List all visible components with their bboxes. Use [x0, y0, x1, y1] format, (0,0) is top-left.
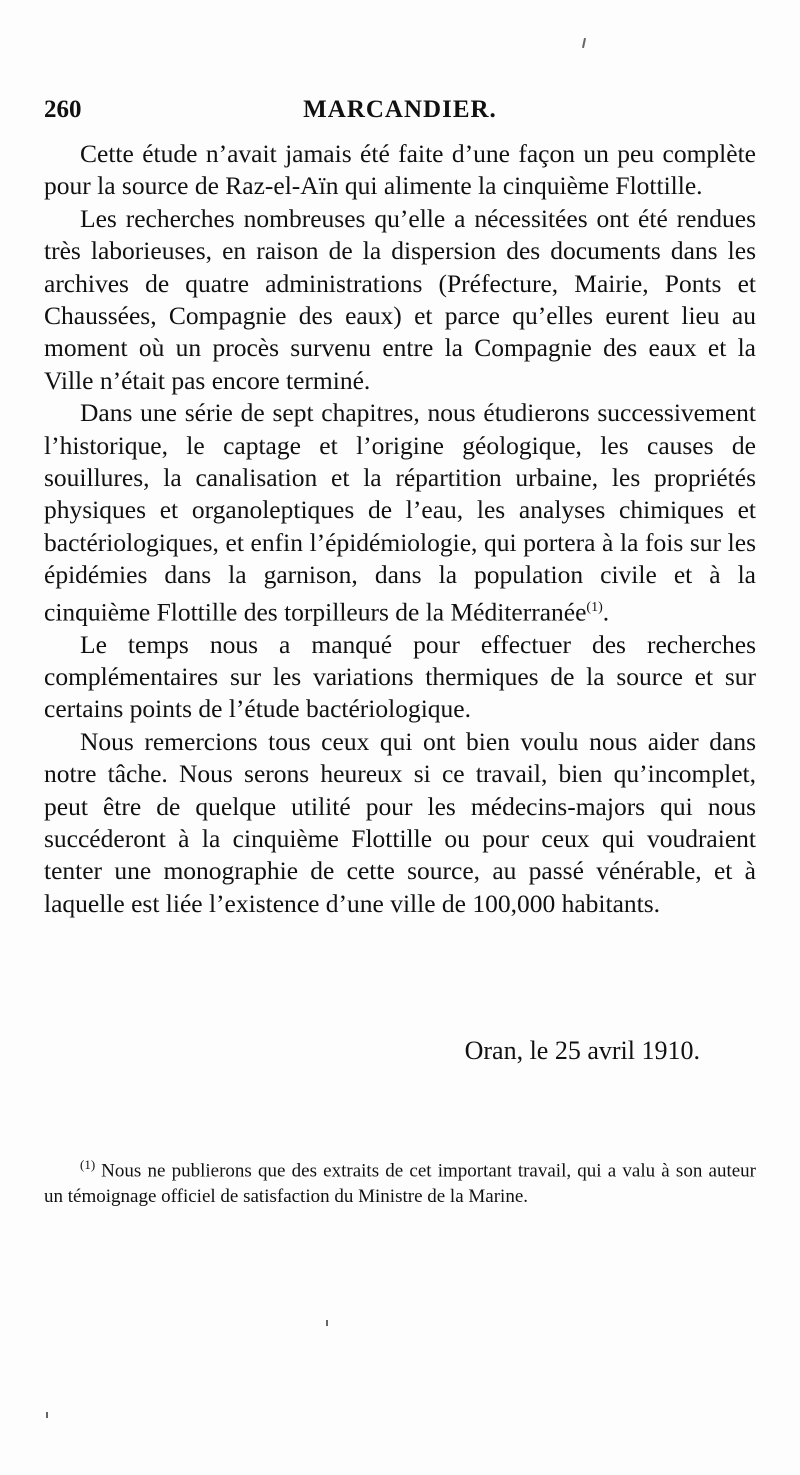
scan-speck	[582, 38, 586, 48]
footnote	[44, 1152, 756, 1210]
signature-line: Oran, le 25 avril 1910.	[464, 1036, 700, 1065]
paragraph-5: Nous remercions tous ceux qui ont bien voulu nous aider dans notre tâche. Nous serons heureux si ce travail, bien qu’incomplet, peut être de quelque utilité pour les médecins-majors qui nous succéderont à la cinquième Flottille ou pour ceux qui voudraient tenter une monographie de cette source, au passé vénérable, et à laquelle est liée l’existence d’une ville de 100,000 habitants.	[44, 726, 756, 918]
scan-speck	[326, 1320, 328, 1326]
paragraph-2: Les recherches nombreuses qu’elle a nécessitées ont été rendues très laborieuses, en raison de la dispersion des documents dans les archives de quatre administrations (Préfecture, Mairie, Ponts et Chaussées, Compagnie des eaux) et parce qu’elles eurent lieu au moment où un procès survenu entre la Compagnie des eaux et la Ville n’était pas encore terminé.	[44, 203, 756, 395]
paragraph-3-text: Dans une série de sept chapitres, nous étudierons successivement l’historique, le captage et l’origine géologique, les causes de souillures, la canalisation et la répartition urbaine, les propriétés physiques et organoleptiques de l’eau, les analyses chimiques et bactériologiques, et enfin l’épidémiologie, qui portera à la fois sur les épidémies dans la garnison, dans la population civile et à la cinquième Flottille des torpilleurs de la Méditerranée	[44, 398, 756, 627]
paragraph-3-end: .	[602, 597, 610, 627]
paragraph-4: Le temps nous a manqué pour effectuer des recherches complémentaires sur les variations thermiques de la source et sur certains points de l’étude bactériologique.	[44, 629, 756, 724]
footnote-marker: (1)	[80, 1157, 96, 1172]
page-header	[44, 96, 756, 132]
paragraph-1: Cette étude n’avait jamais été faite d’une façon un peu complète pour la source de Raz-el-Aïn qui alimente la cinquième Flottille.	[44, 139, 756, 201]
running-title: MARCANDIER.	[303, 96, 497, 123]
footnote-text: Nous ne publierons que des extraits de cet important travail, qui a valu à son auteur un témoignage officiel de satisfaction du Ministre de la Marine.	[44, 1160, 756, 1208]
footnote-reference: (1)	[586, 599, 603, 615]
body-text	[44, 138, 756, 920]
paragraph-3	[44, 397, 756, 628]
scan-speck	[46, 1412, 48, 1418]
page-number: 260	[44, 96, 82, 123]
